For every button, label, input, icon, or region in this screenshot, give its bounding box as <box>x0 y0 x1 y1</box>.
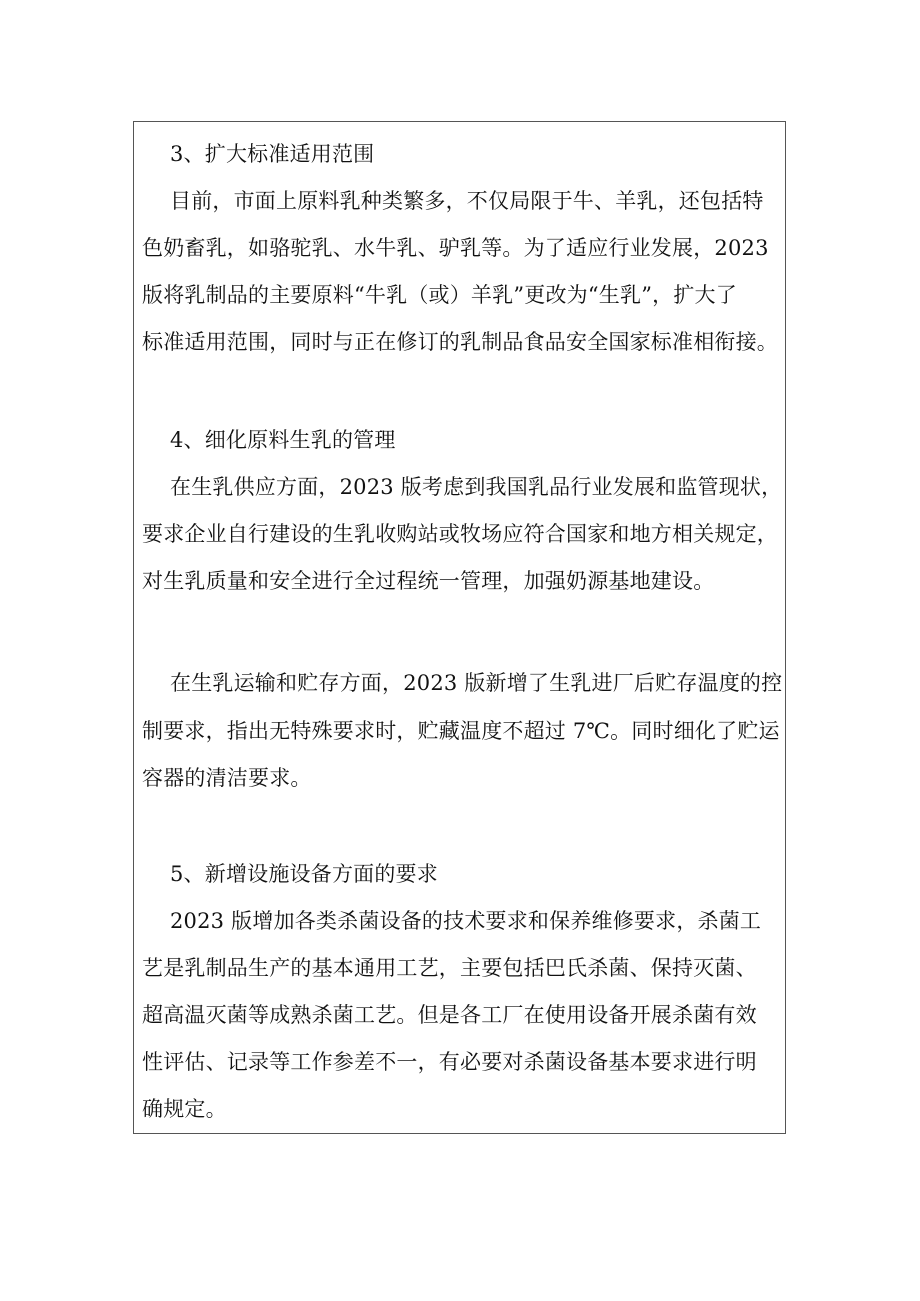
paragraph-line: 在生乳供应方面，2023 版考虑到我国乳品行业发展和监管现状， <box>170 475 783 499</box>
paragraph-line: 性评估、记录等工作参差不一，有必要对杀菌设备基本要求进行明 <box>142 1050 757 1074</box>
paragraph-line: 在生乳运输和贮存方面，2023 版新增了生乳进厂后贮存温度的控 <box>170 671 783 695</box>
section-5-heading: 5、新增设施设备方面的要求 <box>170 862 438 886</box>
paragraph-line: 2023 版增加各类杀菌设备的技术要求和保养维修要求，杀菌工 <box>170 909 762 933</box>
paragraph-line: 对生乳质量和安全进行全过程统一管理，加强奶源基地建设。 <box>142 569 715 593</box>
paragraph-line: 标准适用范围，同时与正在修订的乳制品食品安全国家标准相衔接。 <box>142 330 778 354</box>
paragraph-line: 超高温灭菌等成熟杀菌工艺。但是各工厂在使用设备开展杀菌有效 <box>142 1003 757 1027</box>
paragraph-line: 色奶畜乳，如骆驼乳、水牛乳、驴乳等。为了适应行业发展，2023 <box>142 236 769 260</box>
section-4-heading: 4、细化原料生乳的管理 <box>170 428 396 452</box>
paragraph-line: 目前，市面上原料乳种类繁多，不仅局限于牛、羊乳，还包括特 <box>170 189 764 213</box>
section-3-heading: 3、扩大标准适用范围 <box>170 142 375 166</box>
paragraph-line: 艺是乳制品生产的基本通用工艺，主要包括巴氏杀菌、保持灭菌、 <box>142 956 757 980</box>
paragraph-line: 版将乳制品的主要原料“牛乳（或）羊乳”更改为“生乳”，扩大了 <box>142 283 737 307</box>
paragraph-line: 容器的清洁要求。 <box>142 766 312 790</box>
paragraph-line: 制要求，指出无特殊要求时，贮藏温度不超过 7℃。同时细化了贮运 <box>142 719 780 743</box>
paragraph-line: 要求企业自行建设的生乳收购站或牧场应符合国家和地方相关规定， <box>142 522 778 546</box>
paragraph-line: 确规定。 <box>142 1097 227 1121</box>
document-frame <box>133 121 786 1134</box>
